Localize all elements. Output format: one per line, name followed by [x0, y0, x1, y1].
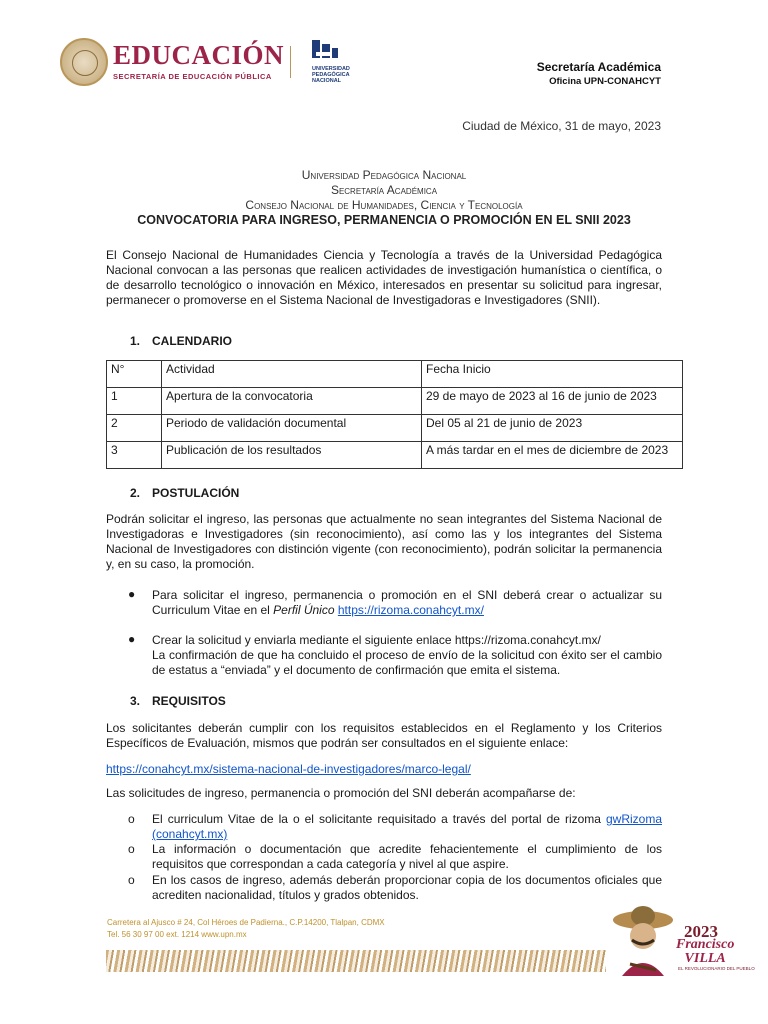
table-cell: Publicación de los resultados: [162, 442, 422, 469]
table-header-cell: Actividad: [162, 361, 422, 388]
requisito-item-2: La información o documentación que acredite fehacientemente el cumplimiento de los requisitos que correspondan a cada categoría y nivel al que aspire.: [152, 842, 662, 871]
marco-legal-link[interactable]: https://conahcyt.mx/sistema-nacional-de-investigadores/marco-legal/: [106, 762, 471, 776]
table-row: [107, 415, 683, 442]
circle-bullet-icon: o: [128, 812, 135, 826]
intro-paragraph: El Consejo Nacional de Humanidades Ciencia y Tecnología a través de la Universidad Pedagógica Nacional convocan a las personas que realicen actividades de investigación humanística o científica, o de desarrollo tecnológico o innovación en México, interesados en presentar su solicitud para ingresar, permanecer o promoverse en el Sistema Nacional de Investigadoras e Investigadores (SNII).: [106, 248, 662, 307]
bullet-icon: ●: [128, 632, 136, 646]
heading-convocatoria: CONVOCATORIA PARA INGRESO, PERMANENCIA O PROMOCIÓN EN EL SNII 2023: [137, 213, 631, 227]
footer-address: Carretera al Ajusco # 24, Col Héroes de Padierna., C.P.14200, Tlalpan, CDMX: [107, 918, 385, 927]
heading-consejo: Consejo Nacional de Humanidades, Ciencia y Tecnología: [245, 198, 523, 212]
heading-university: Universidad Pedagógica Nacional: [301, 168, 467, 182]
postulacion-bullet-1: Para solicitar el ingreso, permanencia o promoción en el SNI deberá crear o actualizar su Curriculum Vitae en el Perfil Único https://rizoma.conahcyt.mx/: [152, 588, 662, 617]
document-date: Ciudad de México, 31 de mayo, 2023: [462, 119, 661, 133]
table-row: [107, 388, 683, 415]
rizoma-link[interactable]: https://rizoma.conahcyt.mx/: [337, 603, 484, 617]
sep-logo-subtitle: SECRETARÍA DE EDUCACIÓN PÚBLICA: [113, 72, 272, 81]
sep-logo-title: EDUCACIÓN: [113, 40, 285, 70]
section-calendario-heading: 1. CALENDARIO: [130, 334, 232, 348]
table-header-row: [107, 361, 683, 388]
mexico-seal-logo: [60, 38, 108, 86]
gwrizoma-link[interactable]: gwRizoma (conahcyt.mx): [152, 812, 662, 841]
table-cell: Del 05 al 21 de junio de 2023: [422, 415, 683, 442]
postulacion-paragraph: Podrán solicitar el ingreso, las personas que actualmente no sean integrantes del Sistema Nacional de Investigadoras e Investigadores (sin reconocimiento), así como las y los integrantes del Sistema Nacional de Investigadores con distinción vigente (con reconocimiento), podrán solicitar la permanencia y, en su caso, la promoción.: [106, 512, 662, 571]
circle-bullet-icon: o: [128, 873, 135, 887]
table-cell: 1: [107, 388, 162, 415]
table-header-cell: N°: [107, 361, 162, 388]
section-postulacion-heading: 2. POSTULACIÓN: [130, 486, 240, 500]
table-row: [107, 442, 683, 469]
villa-tagline: EL REVOLUCIONARIO DEL PUEBLO: [678, 966, 755, 971]
footer-contact: Tel. 56 30 97 00 ext. 1214 www.upn.mx: [107, 930, 247, 939]
table-cell: 29 de mayo de 2023 al 16 de junio de 2023: [422, 388, 683, 415]
footer-decorative-band: [106, 950, 606, 972]
postulacion-bullet-2: Crear la solicitud y enviarla mediante el siguiente enlace https://rizoma.conahcyt.mx/ La confirmación de que ha concluido el proceso de envío de la solicitud con éxito ser el cambio de estatus a “enviada” y el documento de confirmación que emita el sistema.: [152, 633, 662, 677]
upn-logo-text: UNIVERSIDAD PEDAGÓGICA NACIONAL: [312, 66, 350, 84]
requisitos-paragraph-2: Las solicitudes de ingreso, permanencia o promoción del SNI deberán acompañarse de:: [106, 786, 576, 800]
table-header-cell: Fecha Inicio: [422, 361, 683, 388]
requisito-item-1: El curriculum Vitae de la o el solicitante requisitado a través del portal de rizoma gwRizoma (conahcyt.mx): [152, 812, 662, 841]
villa-name: Francisco VILLA: [676, 937, 735, 966]
heading-secretaria: Secretaría Académica: [330, 183, 438, 197]
document-heading: [106, 168, 662, 228]
table-cell: 3: [107, 442, 162, 469]
bullet-icon: ●: [128, 587, 136, 601]
section-requisitos-heading: 3. REQUISITOS: [130, 694, 226, 708]
table-cell: Apertura de la convocatoria: [162, 388, 422, 415]
calendar-table: [106, 360, 683, 469]
table-cell: 2: [107, 415, 162, 442]
logo-divider: [290, 46, 291, 78]
table-cell: A más tardar en el mes de diciembre de 2023: [422, 442, 683, 469]
secretaria-academica: Secretaría Académica: [536, 60, 661, 74]
requisito-item-3: En los casos de ingreso, además deberán proporcionar copia de los documentos oficiales que acrediten nacionalidad, títulos y grados obtenidos.: [152, 873, 662, 902]
villa-year: 2023: [684, 922, 718, 941]
oficina-label: Oficina UPN-CONAHCYT: [549, 76, 661, 87]
circle-bullet-icon: o: [128, 842, 135, 856]
villa-portrait-icon: [612, 904, 674, 976]
requisitos-paragraph: Los solicitantes deberán cumplir con los requisitos establecidos en el Reglamento y los Criterios Específicos de Evaluación, mismos que podrán ser consultados en el siguiente enlace:: [106, 721, 662, 750]
table-cell: Periodo de validación documental: [162, 415, 422, 442]
